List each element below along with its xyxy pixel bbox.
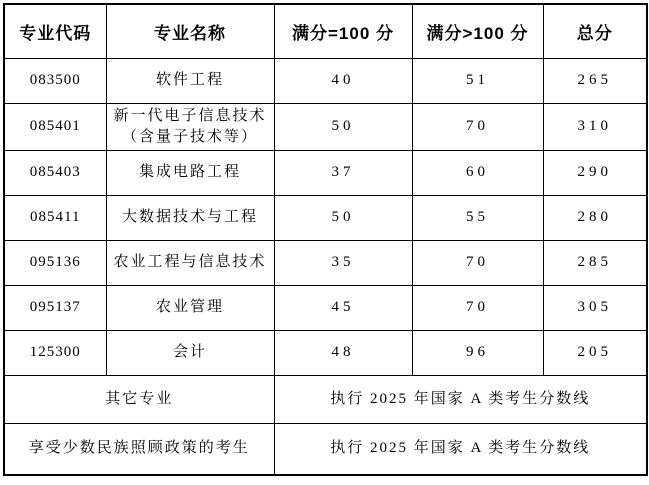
full100-score-cell: 35 bbox=[274, 240, 412, 285]
admission-score-table bbox=[3, 3, 648, 476]
header-major-code: 专业代码 bbox=[4, 4, 106, 58]
total-score-cell: 290 bbox=[543, 150, 647, 195]
major-name-cell: 软件工程 bbox=[106, 58, 274, 103]
table-row bbox=[4, 150, 647, 195]
major-code-cell: 095136 bbox=[4, 240, 106, 285]
over100-score-cell: 60 bbox=[412, 150, 543, 195]
total-score-cell: 310 bbox=[543, 103, 647, 150]
total-score-cell: 205 bbox=[543, 330, 647, 375]
major-name-cell: 农业管理 bbox=[106, 285, 274, 330]
total-score-cell: 285 bbox=[543, 240, 647, 285]
full100-score-cell: 40 bbox=[274, 58, 412, 103]
table-row bbox=[4, 58, 647, 103]
full100-score-cell: 37 bbox=[274, 150, 412, 195]
footer-label-cell: 享受少数民族照顾政策的考生 bbox=[4, 423, 274, 475]
table-row bbox=[4, 330, 647, 375]
total-score-cell: 305 bbox=[543, 285, 647, 330]
header-full-score-100: 满分=100 分 bbox=[274, 4, 412, 58]
full100-score-cell: 50 bbox=[274, 103, 412, 150]
major-code-cell: 125300 bbox=[4, 330, 106, 375]
footer-row bbox=[4, 375, 647, 423]
header-full-score-over-100: 满分>100 分 bbox=[412, 4, 543, 58]
table-row bbox=[4, 195, 647, 240]
over100-score-cell: 70 bbox=[412, 103, 543, 150]
table-row bbox=[4, 240, 647, 285]
major-name-cell: 会计 bbox=[106, 330, 274, 375]
footer-row bbox=[4, 423, 647, 475]
footer-label-cell: 其它专业 bbox=[4, 375, 274, 423]
over100-score-cell: 70 bbox=[412, 285, 543, 330]
header-row bbox=[4, 4, 647, 58]
over100-score-cell: 55 bbox=[412, 195, 543, 240]
major-name-cell: 农业工程与信息技术 bbox=[106, 240, 274, 285]
table-row bbox=[4, 103, 647, 150]
full100-score-cell: 45 bbox=[274, 285, 412, 330]
major-code-cell: 085411 bbox=[4, 195, 106, 240]
footer-value-cell: 执行 2025 年国家 A 类考生分数线 bbox=[274, 375, 647, 423]
over100-score-cell: 70 bbox=[412, 240, 543, 285]
footer-value-cell: 执行 2025 年国家 A 类考生分数线 bbox=[274, 423, 647, 475]
total-score-cell: 265 bbox=[543, 58, 647, 103]
major-code-cell: 083500 bbox=[4, 58, 106, 103]
major-name-cell: 新一代电子信息技术（含量子技术等） bbox=[106, 103, 274, 150]
over100-score-cell: 96 bbox=[412, 330, 543, 375]
major-name-cell: 集成电路工程 bbox=[106, 150, 274, 195]
major-name-cell: 大数据技术与工程 bbox=[106, 195, 274, 240]
major-code-cell: 085403 bbox=[4, 150, 106, 195]
full100-score-cell: 48 bbox=[274, 330, 412, 375]
full100-score-cell: 50 bbox=[274, 195, 412, 240]
header-total-score: 总分 bbox=[543, 4, 647, 58]
major-code-cell: 085401 bbox=[4, 103, 106, 150]
total-score-cell: 280 bbox=[543, 195, 647, 240]
over100-score-cell: 51 bbox=[412, 58, 543, 103]
major-code-cell: 095137 bbox=[4, 285, 106, 330]
table-row bbox=[4, 285, 647, 330]
header-major-name: 专业名称 bbox=[106, 4, 274, 58]
score-table-container bbox=[3, 3, 648, 476]
